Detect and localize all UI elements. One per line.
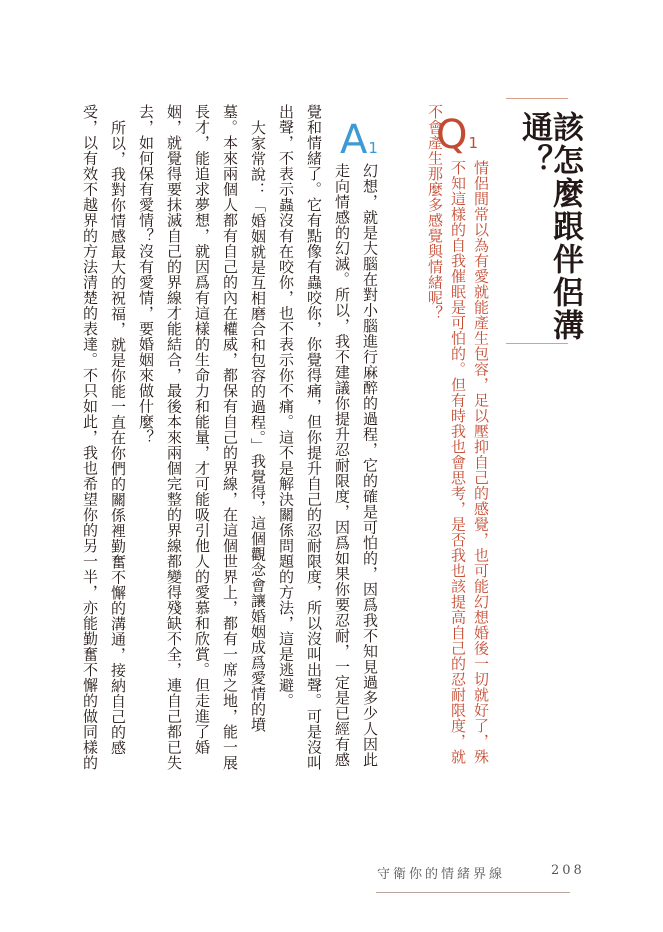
footer-divider (376, 892, 570, 893)
answer-line: 受，以有效不越界的方法清楚的表達。不只如此，我也希望你的另一半，亦能勤奮不懈的做同樣的 (81, 104, 99, 771)
answer-marker-letter: A (340, 117, 368, 163)
answer-marker (340, 117, 378, 163)
page-number: 208 (551, 863, 585, 878)
answer-line: 去，如何保有愛情？沒有愛情，要婚姻來做什麼？ (137, 104, 155, 445)
question-line: 不知這樣的自我催眠是可怕的。但有時我也會思考，是否我也該提高自己的忍耐限度，就 (449, 160, 467, 765)
answer-line: 長才，能追求夢想，就因爲有這樣的生命力和能量，才可能吸引他人的愛慕和欣賞。但走進了婚 (193, 104, 211, 755)
running-footer-title: 守衛你的情緒界線 (377, 867, 506, 882)
answer-line: 覺和情緒了。它有點像有蟲咬你，你覺得痛，但你提升自己的忍耐限度，所以沒叫出聲。可是沒叫 (305, 104, 323, 771)
answer-line: 大家常說：「婚姻就是互相磨合和包容的過程。」我覺得，這個觀念會讓婚姻成爲愛情的墳 (249, 120, 267, 733)
question-marker-number: 1 (468, 134, 479, 152)
answer-line: 出聲，不表示蟲沒有在咬你，也不表示你不痛。這不是解決關係問題的方法，這是逃避。 (277, 104, 295, 709)
answer-line: 墓。本來兩個人都有自己的內在權威，都保有自己的界線，在這個世界上，都有一席之地，能一展 (221, 104, 239, 771)
answer-line: 姻，就覺得要抹滅自己的界線才能結合，最後本來兩個完整的界線都變得殘缺不全，連自己都已失 (165, 104, 183, 771)
answer-line: 走向情感的幻滅。所以，我不建議你提升忍耐限度，因爲如果你要忍耐，一定是已經有感 (333, 163, 351, 768)
answer-line: 幻想，就是大腦在對小腦進行麻醉的過程，它的確是可怕的，因爲我不知見過多少人因此 (361, 163, 379, 768)
question-title: 該怎麼跟伴侶溝通？ (516, 111, 583, 342)
question-line: 不會產生那麼多感覺與情緒呢？ (426, 104, 444, 321)
question-title-box (506, 98, 583, 344)
question-line: 情侶間常以為有愛就能產生包容，足以壓抑自己的感覺，也可能幻想婚後一切就好了，殊 (472, 160, 490, 765)
answer-line: 所以，我對你情感最大的祝福，就是你能一直在你們的關係裡勤奮不懈的溝通，接納自己的感 (109, 120, 127, 756)
question-marker-letter: Q (436, 112, 468, 158)
answer-marker-number: 1 (368, 139, 378, 157)
